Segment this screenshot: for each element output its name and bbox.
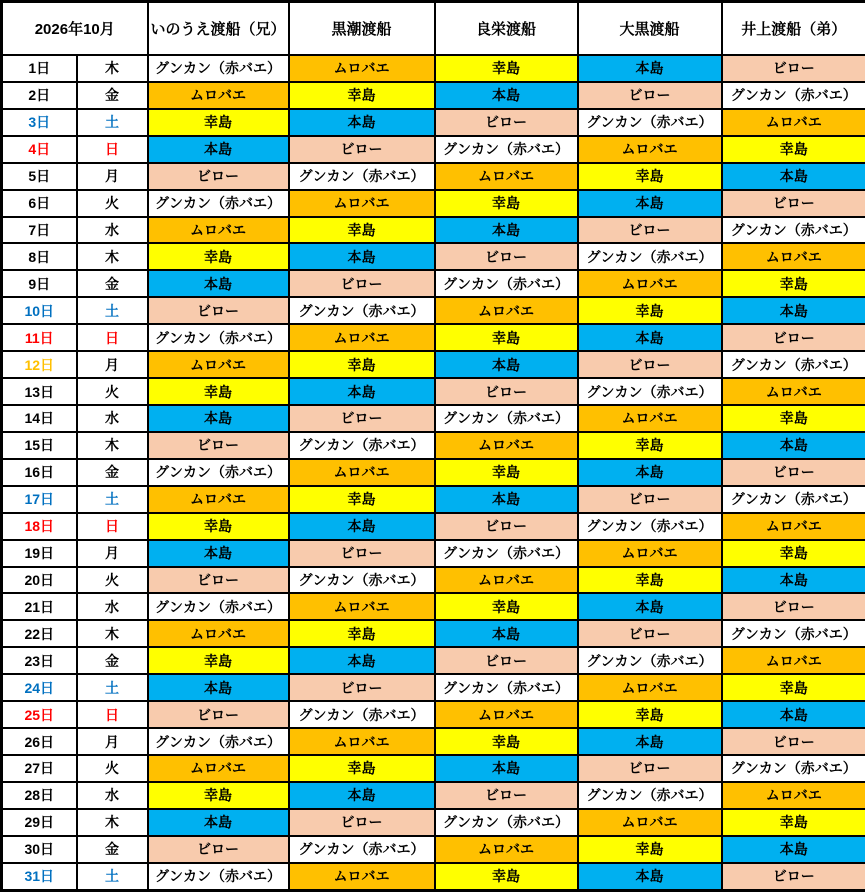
- column-header-boat-4: 大黒渡船: [578, 2, 722, 56]
- weekday-cell: 火: [77, 567, 148, 594]
- schedule-cell-murobae: ムロバエ: [722, 378, 865, 405]
- schedule-cell-biro: ビロー: [435, 782, 578, 809]
- schedule-cell-honto: 本島: [722, 297, 865, 324]
- schedule-cell-gunkan: グンカン（赤バエ）: [435, 405, 578, 432]
- schedule-cell-kojima: 幸島: [435, 324, 578, 351]
- schedule-cell-gunkan: グンカン（赤バエ）: [289, 163, 435, 190]
- schedule-cell-honto: 本島: [435, 217, 578, 244]
- column-header-boat-5: 井上渡船（弟）: [722, 2, 865, 56]
- schedule-cell-kojima: 幸島: [578, 836, 722, 863]
- schedule-cell-biro: ビロー: [148, 836, 289, 863]
- schedule-cell-gunkan: グンカン（赤バエ）: [435, 809, 578, 836]
- weekday-cell: 火: [77, 190, 148, 217]
- schedule-cell-murobae: ムロバエ: [578, 405, 722, 432]
- schedule-cell-biro: ビロー: [578, 82, 722, 109]
- schedule-cell-kojima: 幸島: [148, 243, 289, 270]
- column-header-boat-3: 良栄渡船: [435, 2, 578, 56]
- schedule-cell-biro: ビロー: [289, 136, 435, 163]
- schedule-cell-honto: 本島: [578, 459, 722, 486]
- schedule-cell-biro: ビロー: [435, 109, 578, 136]
- weekday-cell: 日: [77, 513, 148, 540]
- weekday-cell: 土: [77, 674, 148, 701]
- schedule-cell-gunkan: グンカン（赤バエ）: [722, 82, 865, 109]
- weekday-cell: 月: [77, 540, 148, 567]
- weekday-cell: 木: [77, 809, 148, 836]
- schedule-cell-honto: 本島: [578, 190, 722, 217]
- schedule-cell-murobae: ムロバエ: [148, 755, 289, 782]
- schedule-cell-murobae: ムロバエ: [289, 728, 435, 755]
- schedule-cell-honto: 本島: [722, 567, 865, 594]
- schedule-cell-honto: 本島: [148, 540, 289, 567]
- schedule-cell-murobae: ムロバエ: [435, 297, 578, 324]
- schedule-cell-gunkan: グンカン（赤バエ）: [722, 217, 865, 244]
- day-cell: 16日: [2, 459, 77, 486]
- table-row: [2, 243, 865, 270]
- schedule-cell-biro: ビロー: [722, 459, 865, 486]
- schedule-cell-kojima: 幸島: [722, 270, 865, 297]
- schedule-cell-biro: ビロー: [722, 190, 865, 217]
- weekday-cell: 金: [77, 270, 148, 297]
- weekday-cell: 木: [77, 432, 148, 459]
- schedule-cell-honto: 本島: [289, 109, 435, 136]
- weekday-cell: 火: [77, 755, 148, 782]
- schedule-cell-gunkan: グンカン（赤バエ）: [578, 109, 722, 136]
- schedule-cell-kojima: 幸島: [435, 593, 578, 620]
- schedule-cell-biro: ビロー: [148, 567, 289, 594]
- schedule-cell-kojima: 幸島: [722, 405, 865, 432]
- table-row: [2, 540, 865, 567]
- schedule-cell-biro: ビロー: [722, 863, 865, 891]
- schedule-cell-murobae: ムロバエ: [435, 163, 578, 190]
- weekday-cell: 日: [77, 701, 148, 728]
- weekday-cell: 木: [77, 55, 148, 82]
- table-row: [2, 55, 865, 82]
- schedule-cell-honto: 本島: [289, 513, 435, 540]
- schedule-cell-biro: ビロー: [435, 647, 578, 674]
- schedule-cell-biro: ビロー: [289, 270, 435, 297]
- schedule-cell-murobae: ムロバエ: [578, 270, 722, 297]
- weekday-cell: 日: [77, 136, 148, 163]
- schedule-cell-murobae: ムロバエ: [435, 701, 578, 728]
- weekday-cell: 水: [77, 593, 148, 620]
- header-row: [2, 2, 865, 56]
- schedule-cell-honto: 本島: [148, 674, 289, 701]
- schedule-cell-honto: 本島: [435, 351, 578, 378]
- schedule-cell-kojima: 幸島: [148, 109, 289, 136]
- schedule-cell-gunkan: グンカン（赤バエ）: [578, 243, 722, 270]
- schedule-cell-biro: ビロー: [722, 593, 865, 620]
- weekday-cell: 土: [77, 863, 148, 891]
- schedule-cell-kojima: 幸島: [578, 432, 722, 459]
- schedule-cell-kojima: 幸島: [435, 190, 578, 217]
- schedule-cell-murobae: ムロバエ: [289, 55, 435, 82]
- schedule-cell-honto: 本島: [722, 432, 865, 459]
- day-cell: 17日: [2, 486, 77, 513]
- weekday-cell: 月: [77, 728, 148, 755]
- weekday-cell: 木: [77, 620, 148, 647]
- table-row: [2, 217, 865, 244]
- table-row: [2, 647, 865, 674]
- schedule-cell-murobae: ムロバエ: [578, 136, 722, 163]
- schedule-cell-gunkan: グンカン（赤バエ）: [578, 782, 722, 809]
- schedule-cell-murobae: ムロバエ: [722, 513, 865, 540]
- table-row: [2, 297, 865, 324]
- schedule-cell-honto: 本島: [148, 405, 289, 432]
- day-cell: 20日: [2, 567, 77, 594]
- schedule-cell-kojima: 幸島: [578, 163, 722, 190]
- schedule-cell-kojima: 幸島: [148, 647, 289, 674]
- schedule-cell-honto: 本島: [289, 378, 435, 405]
- schedule-cell-murobae: ムロバエ: [578, 674, 722, 701]
- schedule-cell-honto: 本島: [289, 647, 435, 674]
- schedule-cell-biro: ビロー: [289, 540, 435, 567]
- schedule-cell-gunkan: グンカン（赤バエ）: [148, 190, 289, 217]
- schedule-cell-biro: ビロー: [148, 163, 289, 190]
- schedule-cell-biro: ビロー: [289, 674, 435, 701]
- schedule-cell-kojima: 幸島: [289, 486, 435, 513]
- day-cell: 11日: [2, 324, 77, 351]
- table-row: [2, 567, 865, 594]
- schedule-cell-gunkan: グンカン（赤バエ）: [148, 324, 289, 351]
- schedule-cell-honto: 本島: [435, 755, 578, 782]
- schedule-cell-murobae: ムロバエ: [722, 109, 865, 136]
- schedule-cell-kojima: 幸島: [148, 513, 289, 540]
- schedule-cell-biro: ビロー: [148, 297, 289, 324]
- schedule-cell-gunkan: グンカン（赤バエ）: [289, 836, 435, 863]
- day-cell: 29日: [2, 809, 77, 836]
- schedule-cell-honto: 本島: [148, 270, 289, 297]
- day-cell: 13日: [2, 378, 77, 405]
- table-header: [2, 2, 865, 56]
- weekday-cell: 水: [77, 217, 148, 244]
- schedule-cell-honto: 本島: [148, 809, 289, 836]
- table-row: [2, 836, 865, 863]
- schedule-cell-murobae: ムロバエ: [289, 459, 435, 486]
- schedule-cell-kojima: 幸島: [722, 540, 865, 567]
- table-row: [2, 432, 865, 459]
- schedule-cell-gunkan: グンカン（赤バエ）: [722, 755, 865, 782]
- table-row: [2, 620, 865, 647]
- table-row: [2, 190, 865, 217]
- schedule-cell-murobae: ムロバエ: [148, 351, 289, 378]
- schedule-cell-kojima: 幸島: [289, 82, 435, 109]
- schedule-cell-honto: 本島: [289, 243, 435, 270]
- schedule-cell-biro: ビロー: [435, 378, 578, 405]
- table-row: [2, 270, 865, 297]
- schedule-cell-kojima: 幸島: [148, 378, 289, 405]
- month-title: 2026年10月: [2, 2, 148, 56]
- table-row: [2, 378, 865, 405]
- day-cell: 8日: [2, 243, 77, 270]
- schedule-cell-honto: 本島: [578, 324, 722, 351]
- weekday-cell: 金: [77, 82, 148, 109]
- table-row: [2, 782, 865, 809]
- table-row: [2, 701, 865, 728]
- day-cell: 27日: [2, 755, 77, 782]
- day-cell: 28日: [2, 782, 77, 809]
- table-row: [2, 405, 865, 432]
- schedule-cell-kojima: 幸島: [578, 701, 722, 728]
- schedule-cell-murobae: ムロバエ: [722, 647, 865, 674]
- weekday-cell: 金: [77, 647, 148, 674]
- schedule-cell-gunkan: グンカン（赤バエ）: [722, 486, 865, 513]
- weekday-cell: 月: [77, 351, 148, 378]
- schedule-cell-murobae: ムロバエ: [435, 432, 578, 459]
- schedule-cell-kojima: 幸島: [578, 297, 722, 324]
- schedule-cell-gunkan: グンカン（赤バエ）: [578, 513, 722, 540]
- schedule-cell-kojima: 幸島: [435, 55, 578, 82]
- schedule-cell-honto: 本島: [578, 55, 722, 82]
- schedule-cell-murobae: ムロバエ: [289, 863, 435, 891]
- schedule-cell-honto: 本島: [435, 620, 578, 647]
- schedule-cell-biro: ビロー: [578, 755, 722, 782]
- day-cell: 5日: [2, 163, 77, 190]
- schedule-cell-kojima: 幸島: [289, 620, 435, 647]
- schedule-cell-biro: ビロー: [578, 620, 722, 647]
- day-cell: 24日: [2, 674, 77, 701]
- weekday-cell: 月: [77, 163, 148, 190]
- schedule-cell-gunkan: グンカン（赤バエ）: [435, 674, 578, 701]
- schedule-cell-biro: ビロー: [435, 243, 578, 270]
- weekday-cell: 水: [77, 405, 148, 432]
- day-cell: 2日: [2, 82, 77, 109]
- schedule-cell-honto: 本島: [722, 163, 865, 190]
- day-cell: 31日: [2, 863, 77, 891]
- table-row: [2, 109, 865, 136]
- table-row: [2, 728, 865, 755]
- schedule-cell-gunkan: グンカン（赤バエ）: [435, 136, 578, 163]
- day-cell: 7日: [2, 217, 77, 244]
- schedule-cell-kojima: 幸島: [578, 567, 722, 594]
- table-row: [2, 755, 865, 782]
- schedule-cell-honto: 本島: [722, 836, 865, 863]
- schedule-cell-biro: ビロー: [722, 324, 865, 351]
- schedule-cell-kojima: 幸島: [289, 217, 435, 244]
- schedule-cell-biro: ビロー: [435, 513, 578, 540]
- schedule-cell-biro: ビロー: [148, 432, 289, 459]
- day-cell: 10日: [2, 297, 77, 324]
- schedule-cell-murobae: ムロバエ: [435, 836, 578, 863]
- table-row: [2, 674, 865, 701]
- weekday-cell: 水: [77, 782, 148, 809]
- schedule-cell-murobae: ムロバエ: [289, 593, 435, 620]
- schedule-cell-murobae: ムロバエ: [578, 540, 722, 567]
- table-row: [2, 486, 865, 513]
- schedule-cell-gunkan: グンカン（赤バエ）: [578, 647, 722, 674]
- schedule-cell-gunkan: グンカン（赤バエ）: [289, 432, 435, 459]
- schedule-cell-gunkan: グンカン（赤バエ）: [289, 567, 435, 594]
- weekday-cell: 火: [77, 378, 148, 405]
- schedule-cell-honto: 本島: [722, 701, 865, 728]
- day-cell: 30日: [2, 836, 77, 863]
- schedule-cell-murobae: ムロバエ: [722, 243, 865, 270]
- schedule-cell-murobae: ムロバエ: [435, 567, 578, 594]
- schedule-cell-biro: ビロー: [578, 486, 722, 513]
- schedule-cell-gunkan: グンカン（赤バエ）: [289, 701, 435, 728]
- schedule-cell-kojima: 幸島: [435, 459, 578, 486]
- table-row: [2, 809, 865, 836]
- day-cell: 15日: [2, 432, 77, 459]
- table-row: [2, 863, 865, 891]
- schedule-cell-honto: 本島: [578, 728, 722, 755]
- weekday-cell: 土: [77, 297, 148, 324]
- weekday-cell: 金: [77, 836, 148, 863]
- schedule-cell-murobae: ムロバエ: [578, 809, 722, 836]
- day-cell: 12日: [2, 351, 77, 378]
- day-cell: 18日: [2, 513, 77, 540]
- day-cell: 6日: [2, 190, 77, 217]
- table-row: [2, 593, 865, 620]
- schedule-cell-murobae: ムロバエ: [722, 782, 865, 809]
- schedule-cell-gunkan: グンカン（赤バエ）: [289, 297, 435, 324]
- schedule-cell-biro: ビロー: [148, 701, 289, 728]
- schedule-cell-murobae: ムロバエ: [148, 620, 289, 647]
- day-cell: 21日: [2, 593, 77, 620]
- schedule-cell-kojima: 幸島: [435, 863, 578, 891]
- day-cell: 25日: [2, 701, 77, 728]
- day-cell: 1日: [2, 55, 77, 82]
- table-row: [2, 82, 865, 109]
- day-cell: 9日: [2, 270, 77, 297]
- schedule-cell-gunkan: グンカン（赤バエ）: [148, 55, 289, 82]
- schedule-cell-biro: ビロー: [578, 351, 722, 378]
- schedule-cell-gunkan: グンカン（赤バエ）: [435, 540, 578, 567]
- schedule-cell-kojima: 幸島: [722, 809, 865, 836]
- table-row: [2, 459, 865, 486]
- schedule-cell-murobae: ムロバエ: [148, 82, 289, 109]
- day-cell: 3日: [2, 109, 77, 136]
- schedule-cell-kojima: 幸島: [435, 728, 578, 755]
- schedule-body: [2, 55, 865, 891]
- schedule-cell-kojima: 幸島: [289, 755, 435, 782]
- schedule-cell-murobae: ムロバエ: [289, 324, 435, 351]
- schedule-cell-kojima: 幸島: [722, 136, 865, 163]
- weekday-cell: 土: [77, 486, 148, 513]
- schedule-cell-honto: 本島: [578, 863, 722, 891]
- table-row: [2, 351, 865, 378]
- table-row: [2, 324, 865, 351]
- weekday-cell: 土: [77, 109, 148, 136]
- day-cell: 14日: [2, 405, 77, 432]
- schedule-cell-honto: 本島: [148, 136, 289, 163]
- table-row: [2, 163, 865, 190]
- table-row: [2, 513, 865, 540]
- schedule-cell-gunkan: グンカン（赤バエ）: [148, 459, 289, 486]
- weekday-cell: 木: [77, 243, 148, 270]
- column-header-boat-1: いのうえ渡船（兄）: [148, 2, 289, 56]
- weekday-cell: 金: [77, 459, 148, 486]
- schedule-cell-biro: ビロー: [289, 809, 435, 836]
- schedule-cell-biro: ビロー: [578, 217, 722, 244]
- schedule-cell-biro: ビロー: [722, 55, 865, 82]
- schedule-cell-kojima: 幸島: [289, 351, 435, 378]
- schedule-cell-honto: 本島: [435, 486, 578, 513]
- schedule-cell-gunkan: グンカン（赤バエ）: [435, 270, 578, 297]
- schedule-cell-honto: 本島: [578, 593, 722, 620]
- weekday-cell: 日: [77, 324, 148, 351]
- schedule-cell-biro: ビロー: [722, 728, 865, 755]
- day-cell: 26日: [2, 728, 77, 755]
- day-cell: 4日: [2, 136, 77, 163]
- schedule-cell-gunkan: グンカン（赤バエ）: [148, 593, 289, 620]
- schedule-cell-murobae: ムロバエ: [148, 217, 289, 244]
- schedule-cell-kojima: 幸島: [148, 782, 289, 809]
- schedule-cell-murobae: ムロバエ: [148, 486, 289, 513]
- schedule-cell-gunkan: グンカン（赤バエ）: [148, 728, 289, 755]
- schedule-cell-gunkan: グンカン（赤バエ）: [722, 351, 865, 378]
- schedule-cell-biro: ビロー: [289, 405, 435, 432]
- schedule-cell-honto: 本島: [435, 82, 578, 109]
- schedule-cell-gunkan: グンカン（赤バエ）: [148, 863, 289, 891]
- day-cell: 19日: [2, 540, 77, 567]
- schedule-cell-honto: 本島: [289, 782, 435, 809]
- schedule-cell-kojima: 幸島: [722, 674, 865, 701]
- day-cell: 22日: [2, 620, 77, 647]
- schedule-cell-murobae: ムロバエ: [289, 190, 435, 217]
- table-row: [2, 136, 865, 163]
- schedule-cell-gunkan: グンカン（赤バエ）: [722, 620, 865, 647]
- schedule-cell-gunkan: グンカン（赤バエ）: [578, 378, 722, 405]
- day-cell: 23日: [2, 647, 77, 674]
- column-header-boat-2: 黒潮渡船: [289, 2, 435, 56]
